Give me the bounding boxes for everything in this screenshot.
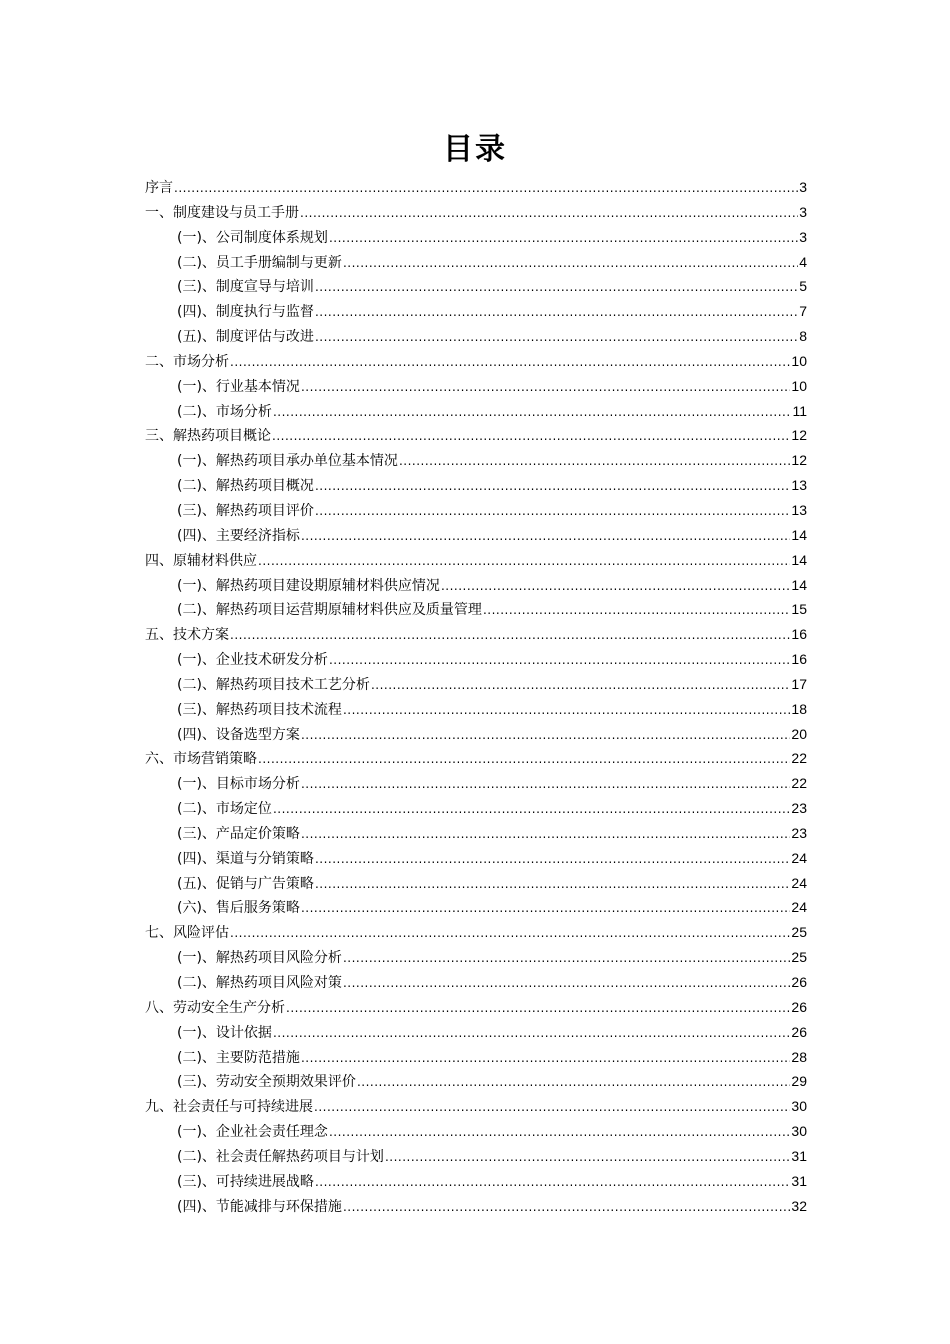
toc-entry-label: (六)、售后服务策略 — [177, 900, 300, 917]
toc-dot-leader — [483, 598, 790, 623]
toc-section-entry[interactable] — [145, 200, 807, 225]
toc-dot-leader — [301, 524, 790, 549]
toc-entry-label: (二)、解热药项目运营期原辅材料供应及质量管理 — [177, 602, 482, 619]
toc-entry-label: (四)、制度执行与监督 — [177, 304, 314, 321]
toc-subsection-entry[interactable] — [145, 1119, 807, 1144]
toc-dot-leader — [441, 574, 790, 599]
toc-dot-leader — [230, 623, 790, 648]
toc-section-entry[interactable] — [145, 920, 807, 945]
toc-page-number: 4 — [799, 253, 807, 270]
toc-page-number: 13 — [791, 477, 807, 494]
toc-section-entry[interactable] — [145, 548, 807, 573]
toc-section-entry[interactable] — [145, 175, 807, 200]
toc-dot-leader — [301, 896, 790, 921]
toc-dot-leader — [230, 350, 790, 375]
toc-entry-label: (二)、员工手册编制与更新 — [177, 254, 342, 271]
toc-title: 目录 — [443, 132, 507, 167]
toc-subsection-entry[interactable] — [145, 1169, 807, 1194]
toc-page-number: 24 — [791, 849, 807, 866]
toc-subsection-entry[interactable] — [145, 299, 807, 324]
toc-subsection-entry[interactable] — [145, 672, 807, 697]
toc-entry-label: 八、劳动安全生产分析 — [145, 999, 285, 1016]
toc-entry-label: (二)、主要防范措施 — [177, 1049, 300, 1066]
toc-page-number: 24 — [791, 874, 807, 891]
toc-subsection-entry[interactable] — [145, 1045, 807, 1070]
toc-page-number: 11 — [792, 402, 807, 419]
toc-page-number: 3 — [799, 228, 807, 245]
toc-entry-label: (三)、劳动安全预期效果评价 — [177, 1074, 356, 1091]
toc-page-number: 23 — [791, 824, 807, 841]
toc-subsection-entry[interactable] — [145, 895, 807, 920]
toc-subsection-entry[interactable] — [145, 945, 807, 970]
toc-dot-leader — [301, 375, 790, 400]
toc-entry-label: (二)、解热药项目概况 — [177, 478, 314, 495]
toc-page-number: 28 — [791, 1048, 807, 1065]
toc-subsection-entry[interactable] — [145, 1194, 807, 1219]
toc-dot-leader — [301, 723, 790, 748]
toc-dot-leader — [315, 872, 790, 897]
toc-dot-leader — [273, 797, 790, 822]
toc-dot-leader — [174, 176, 798, 201]
toc-subsection-entry[interactable] — [145, 697, 807, 722]
toc-dot-leader — [315, 325, 798, 350]
toc-subsection-entry[interactable] — [145, 970, 807, 995]
toc-page-number: 5 — [799, 278, 807, 295]
toc-entry-label: (三)、制度宣导与培训 — [177, 279, 314, 296]
toc-page-number: 20 — [791, 725, 807, 742]
toc-entry-label: 序言 — [145, 180, 173, 196]
toc-page-number: 16 — [791, 626, 807, 643]
toc-entry-label: 七、风险评估 — [145, 925, 229, 942]
toc-page-number: 26 — [791, 998, 807, 1015]
toc-dot-leader — [385, 1145, 790, 1170]
toc-page-number: 15 — [791, 601, 807, 618]
toc-page-number: 14 — [791, 526, 807, 543]
toc-subsection-entry[interactable] — [145, 647, 807, 672]
toc-dot-leader — [357, 1070, 790, 1095]
toc-entry-label: (二)、市场分析 — [177, 403, 272, 420]
toc-section-entry[interactable] — [145, 995, 807, 1020]
toc-entry-label: (一)、目标市场分析 — [177, 776, 300, 793]
toc-dot-leader — [343, 698, 790, 723]
toc-subsection-entry[interactable] — [145, 374, 807, 399]
toc-dot-leader — [315, 1170, 790, 1195]
toc-entry-label: 二、市场分析 — [145, 353, 229, 370]
toc-entry-label: (四)、渠道与分销策略 — [177, 850, 314, 867]
toc-dot-leader — [343, 1195, 790, 1220]
toc-entry-label: 一、制度建设与员工手册 — [145, 204, 299, 221]
toc-dot-leader — [315, 474, 790, 499]
toc-page-number: 8 — [799, 328, 807, 345]
toc-subsection-entry[interactable] — [145, 871, 807, 896]
toc-subsection-entry[interactable] — [145, 597, 807, 622]
toc-entry-label: (三)、解热药项目评价 — [177, 502, 314, 519]
toc-page-number: 31 — [791, 1172, 807, 1189]
toc-dot-leader — [343, 971, 790, 996]
toc-page-number: 12 — [791, 427, 807, 444]
toc-page-number: 24 — [791, 899, 807, 916]
toc-dot-leader — [258, 549, 790, 574]
toc-subsection-entry[interactable] — [145, 448, 807, 473]
toc-subsection-entry[interactable] — [145, 1144, 807, 1169]
toc-page-number: 13 — [791, 501, 807, 518]
toc-entry-label: (三)、可持续进展战略 — [177, 1173, 314, 1190]
toc-dot-leader — [286, 996, 790, 1021]
toc-subsection-entry[interactable] — [145, 1020, 807, 1045]
toc-section-entry[interactable] — [145, 423, 807, 448]
toc-entry-label: (一)、解热药项目风险分析 — [177, 950, 342, 967]
toc-subsection-entry[interactable] — [145, 324, 807, 349]
toc-section-entry[interactable] — [145, 1094, 807, 1119]
toc-entry-label: (二)、解热药项目风险对策 — [177, 975, 342, 991]
toc-subsection-entry[interactable] — [145, 722, 807, 747]
toc-dot-leader — [329, 226, 798, 251]
toc-entry-label: (二)、社会责任解热药项目与计划 — [177, 1148, 384, 1165]
toc-dot-leader — [399, 449, 790, 474]
toc-page-number: 25 — [791, 924, 807, 941]
toc-subsection-entry[interactable] — [145, 771, 807, 796]
toc-entry-label: (二)、解热药项目技术工艺分析 — [177, 676, 370, 693]
toc-entry-label: (三)、产品定价策略 — [177, 825, 300, 842]
toc-entry-label: (五)、制度评估与改进 — [177, 329, 314, 346]
toc-section-entry[interactable] — [145, 349, 807, 374]
toc-page-number: 22 — [791, 775, 807, 792]
toc-dot-leader — [315, 847, 790, 872]
toc-dot-leader — [301, 1046, 790, 1071]
toc-subsection-entry[interactable] — [145, 846, 807, 871]
toc-page-number: 26 — [791, 1023, 807, 1040]
toc-page-number: 10 — [791, 377, 807, 394]
toc-dot-leader — [301, 822, 790, 847]
toc-dot-leader — [343, 251, 798, 276]
toc-entry-label: (五)、促销与广告策略 — [177, 875, 314, 892]
toc-subsection-entry[interactable] — [145, 250, 807, 275]
toc-entry-label: (一)、解热药项目建设期原辅材料供应情况 — [177, 577, 440, 594]
toc-dot-leader — [273, 400, 792, 425]
toc-dot-leader — [273, 1021, 790, 1046]
toc-page-number: 3 — [799, 179, 807, 195]
toc-entry-label: (一)、企业社会责任理念 — [177, 1124, 328, 1141]
toc-entry-label: (一)、解热药项目承办单位基本情况 — [177, 453, 398, 470]
toc-page-number: 30 — [791, 1123, 807, 1140]
toc-dot-leader — [315, 275, 798, 300]
toc-subsection-entry[interactable] — [145, 473, 807, 498]
toc-dot-leader — [343, 946, 790, 971]
toc-dot-leader — [314, 1095, 790, 1120]
table-of-contents — [145, 175, 807, 1218]
toc-dot-leader — [272, 424, 790, 449]
toc-entry-label: 四、原辅材料供应 — [145, 552, 257, 569]
toc-entry-label: (三)、解热药项目技术流程 — [177, 701, 342, 718]
toc-page-number: 29 — [791, 1073, 807, 1090]
toc-page-number: 17 — [791, 675, 807, 692]
toc-dot-leader — [371, 673, 790, 698]
toc-subsection-entry[interactable] — [145, 498, 807, 523]
toc-page-number: 31 — [791, 1147, 807, 1164]
toc-entry-label: 九、社会责任与可持续进展 — [145, 1099, 313, 1116]
toc-page-number: 22 — [791, 750, 807, 767]
toc-dot-leader — [300, 201, 798, 226]
toc-page-number: 23 — [791, 800, 807, 817]
toc-page-number: 25 — [791, 949, 807, 966]
toc-subsection-entry[interactable] — [145, 573, 807, 598]
toc-page-number: 10 — [791, 352, 807, 369]
toc-page-number: 3 — [799, 203, 807, 220]
toc-dot-leader — [301, 772, 790, 797]
toc-entry-label: 六、市场营销策略 — [145, 751, 257, 768]
toc-subsection-entry[interactable] — [145, 523, 807, 548]
toc-page-number: 7 — [799, 303, 807, 320]
toc-entry-label: (四)、主要经济指标 — [177, 527, 300, 544]
toc-entry-label: (一)、企业技术研发分析 — [177, 652, 328, 669]
toc-subsection-entry[interactable] — [145, 796, 807, 821]
toc-page-number: 14 — [791, 576, 807, 593]
toc-dot-leader — [258, 747, 790, 772]
toc-section-entry[interactable] — [145, 622, 807, 647]
toc-entry-label: 三、解热药项目概论 — [145, 428, 271, 445]
toc-dot-leader — [315, 499, 790, 524]
toc-entry-label: (四)、节能减排与环保措施 — [177, 1198, 342, 1215]
toc-page-number: 14 — [791, 551, 807, 568]
toc-page-number: 18 — [791, 700, 807, 717]
toc-subsection-entry[interactable] — [145, 274, 807, 299]
toc-section-entry[interactable] — [145, 746, 807, 771]
toc-page-number: 26 — [791, 974, 807, 990]
toc-entry-label: (一)、公司制度体系规划 — [177, 229, 328, 246]
toc-dot-leader — [315, 300, 798, 325]
toc-entry-label: 五、技术方案 — [145, 627, 229, 644]
toc-dot-leader — [230, 921, 790, 946]
toc-subsection-entry[interactable] — [145, 225, 807, 250]
toc-page-number: 30 — [791, 1098, 807, 1115]
toc-subsection-entry[interactable] — [145, 399, 807, 424]
toc-subsection-entry[interactable] — [145, 1069, 807, 1094]
toc-entry-label: (四)、设备选型方案 — [177, 726, 300, 743]
toc-page-number: 16 — [791, 651, 807, 668]
toc-entry-label: (一)、行业基本情况 — [177, 378, 300, 395]
toc-dot-leader — [329, 648, 790, 673]
toc-dot-leader — [329, 1120, 790, 1145]
toc-entry-label: (一)、设计依据 — [177, 1024, 272, 1041]
toc-page-number: 32 — [791, 1197, 807, 1214]
toc-page-number: 12 — [791, 452, 807, 469]
toc-entry-label: (二)、市场定位 — [177, 801, 272, 818]
toc-subsection-entry[interactable] — [145, 821, 807, 846]
